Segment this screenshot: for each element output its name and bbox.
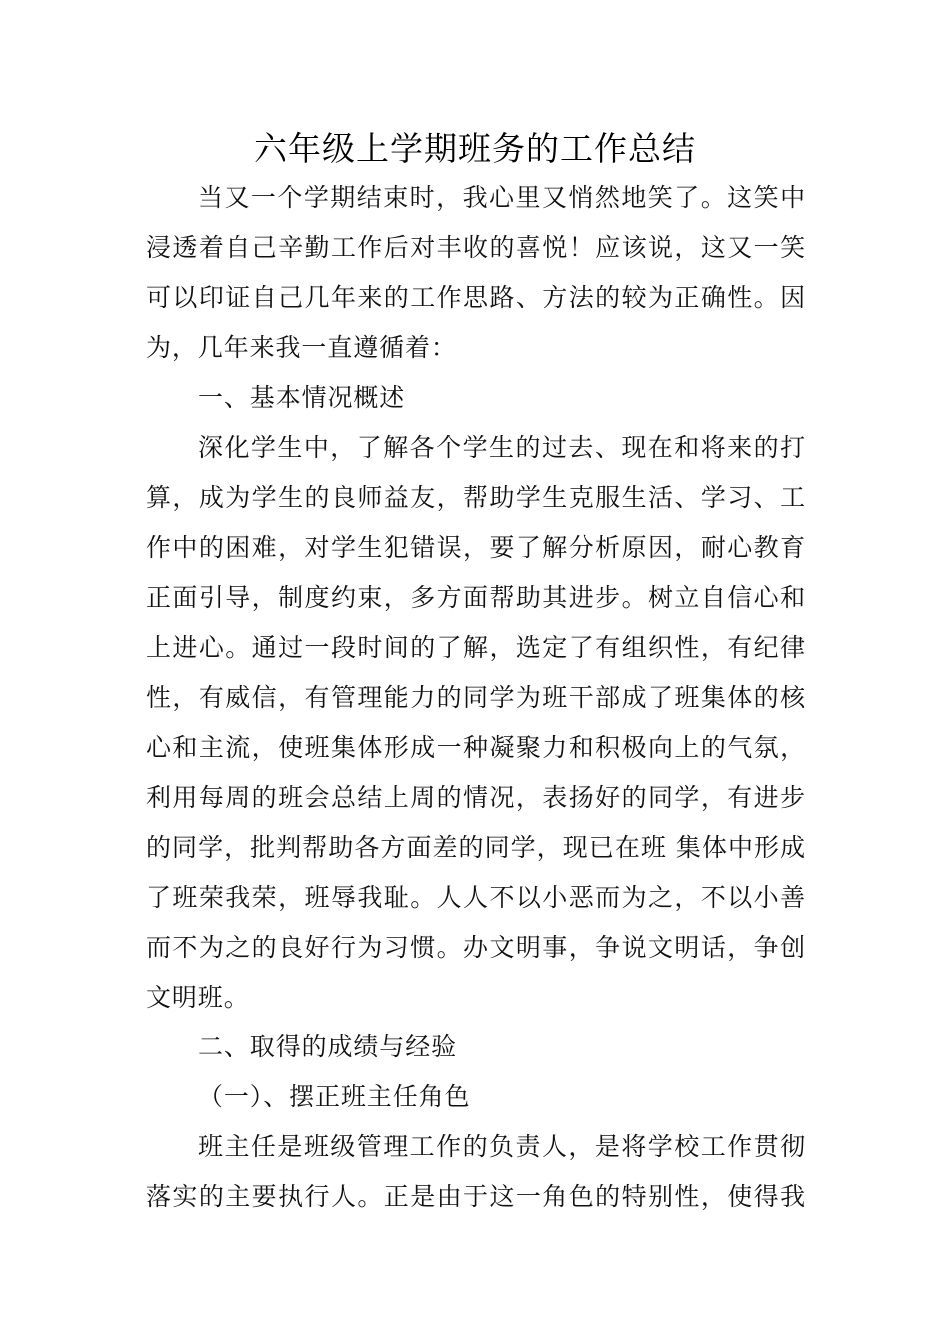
paragraph-line: 深化学生中，了解各个学生的过去、现在和将来的打 xyxy=(198,433,806,462)
paragraph-line: 心和主流，使班集体形成一种凝聚力和积极向上的气氛， xyxy=(146,733,806,762)
paragraph-line: 算，成为学生的良师益友，帮助学生克服生活、学习、工 xyxy=(146,483,806,512)
subsection-heading: （一）、摆正班主任角色 xyxy=(198,1082,471,1111)
paragraph-line: 了班荣我荣，班辱我耻。人人不以小恶而为之，不以小善 xyxy=(146,883,806,912)
paragraph-line: 落实的主要执行人。正是由于这一角色的特别性，使得我 xyxy=(146,1182,806,1211)
paragraph-line: 作中的困难，对学生犯错误，要了解分析原因，耐心教育 xyxy=(146,533,806,562)
paragraph-line: 浸透着自己辛勤工作后对丰收的喜悦！应该说，这又一笑 xyxy=(146,233,806,262)
document-title: 六年级上学期班务的工作总结 xyxy=(254,129,696,168)
paragraph-line: 文明班。 xyxy=(146,983,250,1012)
paragraph-line: 当又一个学期结束时，我心里又悄然地笑了。这笑中 xyxy=(198,183,806,212)
paragraph-line: 的同学，批判帮助各方面差的同学，现已在班 集体中形成 xyxy=(146,833,806,862)
paragraph-line: 而不为之的良好行为习惯。办文明事，争说文明话，争创 xyxy=(146,933,806,962)
section-heading: 二、取得的成绩与经验 xyxy=(198,1032,458,1061)
paragraph-line: 班主任是班级管理工作的负责人，是将学校工作贯彻 xyxy=(198,1132,806,1161)
paragraph-line: 可以印证自己几年来的工作思路、方法的较为正确性。因 xyxy=(146,283,806,312)
paragraph-line: 上进心。通过一段时间的了解，选定了有组织性，有纪律 xyxy=(146,633,806,662)
paragraph-line: 正面引导，制度约束，多方面帮助其进步。树立自信心和 xyxy=(146,583,806,612)
paragraph-line: 利用每周的班会总结上周的情况，表扬好的同学，有进步 xyxy=(146,783,806,812)
paragraph-line: 性，有威信，有管理能力的同学为班干部成了班集体的核 xyxy=(146,683,806,712)
paragraph-line: 为，几年来我一直遵循着： xyxy=(146,333,457,362)
section-heading: 一、基本情况概述 xyxy=(198,383,406,412)
